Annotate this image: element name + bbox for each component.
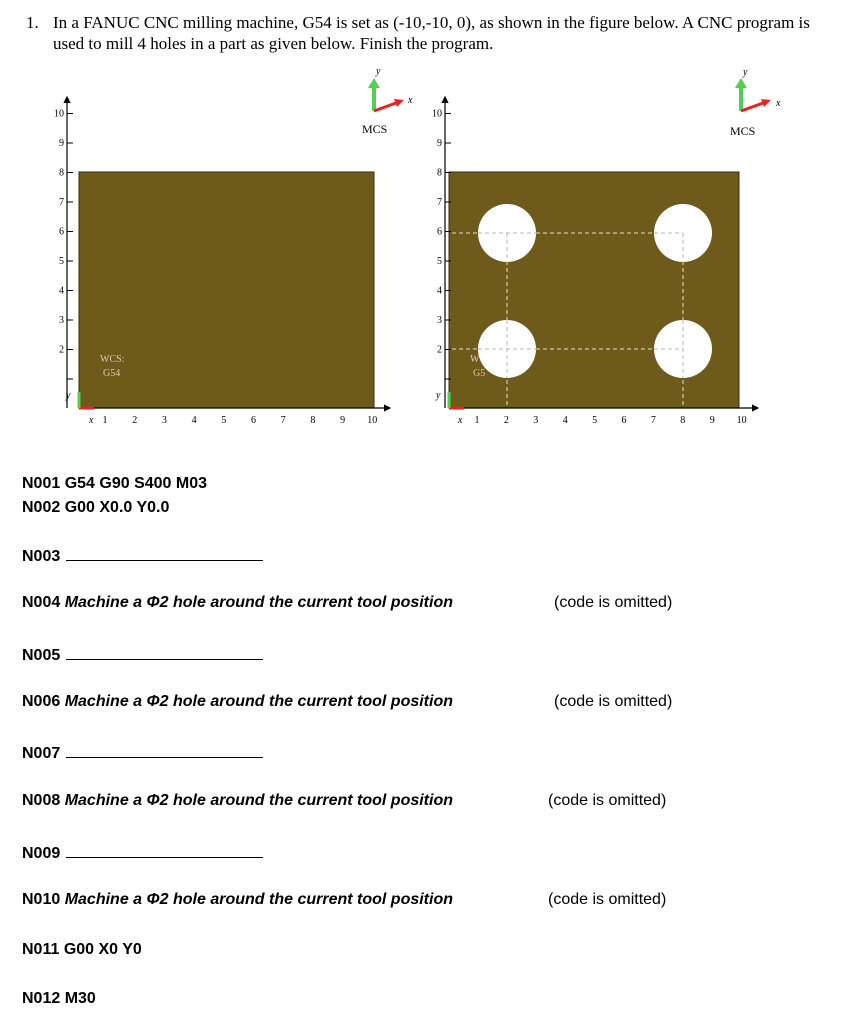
x-tick-label: 6 <box>621 415 627 426</box>
n009-label: N009 <box>22 845 61 862</box>
y-tick-label: 3 <box>59 315 64 326</box>
right-figure <box>432 67 781 426</box>
n005-blank[interactable] <box>66 644 263 660</box>
x-tick-label: 4 <box>191 415 197 426</box>
n007-blank[interactable] <box>66 742 263 758</box>
left-origin-y: y <box>66 390 71 401</box>
x-tick-label: 2 <box>503 415 509 426</box>
x-tick-label: 4 <box>562 415 568 426</box>
figures <box>0 0 850 440</box>
question-text: In a FANUC CNC milling machine, G54 is set as (-10,-10, 0), as shown in the figure below. A CNC program is used to mill 4 holes in a part as given below. Finish the program. <box>53 13 810 53</box>
n006-text: Machine a Φ2 hole around the current tool position <box>64 693 453 710</box>
y-tick-label: 9 <box>437 138 442 149</box>
x-tick-label: 1 <box>474 415 480 426</box>
y-tick-label: 7 <box>59 197 64 208</box>
n008-label: N008 <box>22 792 61 809</box>
n010-label: N010 <box>22 891 61 908</box>
n006-label: N006 <box>22 693 61 710</box>
n003-blank[interactable] <box>66 545 263 561</box>
right-mcs-label: MCS <box>730 124 756 138</box>
x-tick-label: 10 <box>736 415 747 426</box>
x-tick-label: 8 <box>680 415 686 426</box>
left-mcs-x-head <box>394 99 404 107</box>
n010-note: (code is omitted) <box>548 891 667 908</box>
right-mcs-y-head <box>735 78 747 88</box>
line-n009 <box>22 842 263 864</box>
line-n001: N001 G54 G90 S400 M03 <box>22 475 208 492</box>
y-tick-label: 7 <box>437 197 442 208</box>
x-tick-label: 7 <box>280 415 286 426</box>
y-tick-label: 6 <box>59 226 64 238</box>
right-x-ticks <box>475 415 747 426</box>
left-figure <box>54 66 413 426</box>
y-tick-label: 10 <box>432 108 442 120</box>
y-tick-label: 2 <box>59 344 64 356</box>
x-tick-label: 7 <box>650 415 656 426</box>
line-n005 <box>22 644 263 666</box>
left-wcs-label-2: G54 <box>103 368 121 379</box>
n008-text: Machine a Φ2 hole around the current tool position <box>64 792 453 809</box>
line-n008 <box>22 791 667 811</box>
x-tick-label: 5 <box>221 415 227 426</box>
x-tick-label: 9 <box>709 415 715 426</box>
right-mcs-x-arrow <box>741 103 763 111</box>
line-n007 <box>22 742 263 764</box>
right-y-ticks <box>432 109 451 380</box>
x-tick-label: 3 <box>161 415 167 426</box>
n005-label: N005 <box>22 647 61 664</box>
y-tick-label: 5 <box>59 256 64 267</box>
left-mcs-label: MCS <box>362 122 388 136</box>
y-tick-label: 9 <box>59 138 64 149</box>
n006-note: (code is omitted) <box>554 693 673 710</box>
question-number: 1. <box>26 13 39 32</box>
left-mcs-y: y <box>376 66 381 77</box>
y-tick-label: 8 <box>437 167 442 179</box>
x-tick-label: 5 <box>592 415 598 426</box>
x-tick-label: 3 <box>533 415 539 426</box>
x-tick-label: 8 <box>310 415 316 426</box>
right-mcs-x: x <box>776 98 781 109</box>
n007-label: N007 <box>22 745 61 762</box>
y-tick-label: 3 <box>437 315 442 326</box>
x-tick-label: 6 <box>251 415 256 426</box>
right-wcs-label-2: G5 <box>473 368 486 379</box>
left-mcs-x-arrow <box>374 103 396 111</box>
x-tick-label: 1 <box>102 415 108 426</box>
n004-text: Machine a Φ2 hole around the current tool position <box>64 594 453 611</box>
line-n004 <box>22 593 673 613</box>
left-origin-x: x <box>89 415 94 426</box>
right-wcs-label-1: W <box>470 354 480 365</box>
n003-label: N003 <box>22 548 61 565</box>
line-n012: N012 M30 <box>22 990 96 1007</box>
y-tick-label: 8 <box>59 167 64 179</box>
left-wcs-label-1: WCS: <box>100 354 125 365</box>
n008-note: (code is omitted) <box>548 792 667 809</box>
right-mcs-x-head <box>761 99 771 107</box>
y-tick-label: 2 <box>437 344 442 356</box>
x-tick-label: 2 <box>132 415 138 426</box>
y-tick-label: 6 <box>437 226 442 238</box>
n010-text: Machine a Φ2 hole around the current tool position <box>64 891 453 908</box>
left-x-ticks <box>103 415 378 426</box>
y-tick-label: 5 <box>437 256 442 267</box>
left-mcs-y-head <box>368 78 380 88</box>
line-n002: N002 G00 X0.0 Y0.0 <box>22 499 170 516</box>
y-tick-label: 4 <box>437 285 442 297</box>
right-origin-x: x <box>458 415 463 426</box>
n004-label: N004 <box>22 594 61 611</box>
left-mcs-x: x <box>408 95 413 106</box>
n009-blank[interactable] <box>66 842 263 858</box>
right-origin-y: y <box>436 390 441 401</box>
line-n006 <box>22 692 673 712</box>
line-n010 <box>22 890 667 910</box>
left-part <box>79 172 374 408</box>
x-tick-label: 10 <box>367 415 378 426</box>
y-tick-label: 10 <box>54 108 64 120</box>
left-y-ticks <box>54 109 73 380</box>
y-tick-label: 4 <box>59 285 64 297</box>
line-n003 <box>22 545 263 567</box>
n004-note: (code is omitted) <box>554 594 673 611</box>
line-n011: N011 G00 X0 Y0 <box>22 941 142 958</box>
x-tick-label: 9 <box>340 415 346 426</box>
right-mcs-y: y <box>743 67 748 78</box>
